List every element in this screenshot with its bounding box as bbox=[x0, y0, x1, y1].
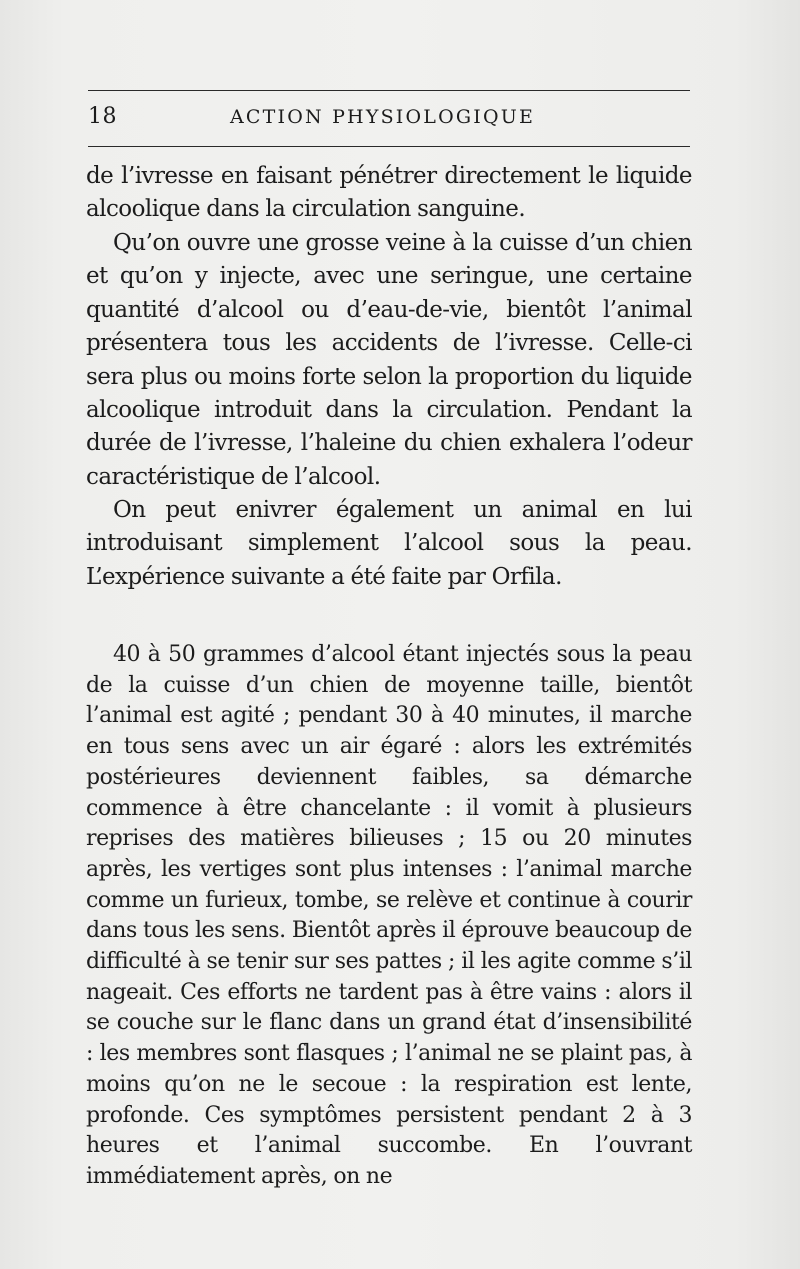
paragraph-continuation: de l’ivresse en faisant pénétrer directement le liquide alcoolique dans la circulation sanguine. bbox=[86, 163, 692, 223]
running-title: ACTION PHYSIOLOGIQUE bbox=[230, 106, 536, 128]
header-rule-top bbox=[88, 90, 690, 91]
paragraph-subcutaneous: On peut enivrer également un animal en lui introduisant simplement l’alcool sous la peau. L’expérience suivante a été faite par Orfila. bbox=[86, 497, 692, 590]
page-header bbox=[88, 100, 690, 140]
paragraph-vein-injection: Qu’on ouvre une grosse veine à la cuisse d’un chien et qu’on y injecte, avec une seringue, une certaine quantité d’alcool ou d’eau-de-vie, bientôt l’animal présentera tous les accidents de l’ivresse. Celle-ci sera plus ou moins forte selon la proportion du liquide alcoolique introduit dans la circulation. Pendant la durée de l’ivresse, l’haleine du chien exhalera l’odeur caractéristique de l’alcool. bbox=[86, 230, 692, 490]
page-number: 18 bbox=[88, 104, 117, 129]
paragraph-orfila-experiment: 40 à 50 grammes d’alcool étant injectés sous la peau de la cuisse d’un chien de moyenne taille, bientôt l’animal est agité ; pendant 30 à 40 minutes, il marche en tous sens avec un air égaré : alors les extrémités postérieures deviennent faibles, sa démarche commence à être chancelante : il vomit à plusieurs reprises des matières bilieuses ; 15 ou 20 minutes après, les vertiges sont plus intenses : l’animal marche comme un furieux, tombe, se relève et continue à courir dans tous les sens. Bientôt après il éprouve beaucoup de difficulté à se tenir sur ses pattes ; il les agite comme s’il nageait. Ces efforts ne tardent pas à être vains : alors il se couche sur le flanc dans un grand état d’insensibilité : les membres sont flasques ; l’animal ne se plaint pas, à moins qu’on ne le secoue : la respiration est lente, profonde. Ces symptômes persistent pendant 2 à 3 heures et l’animal succombe. En l’ouvrant immédiatement après, on ne bbox=[86, 642, 692, 1189]
header-rule-bottom bbox=[88, 146, 690, 147]
